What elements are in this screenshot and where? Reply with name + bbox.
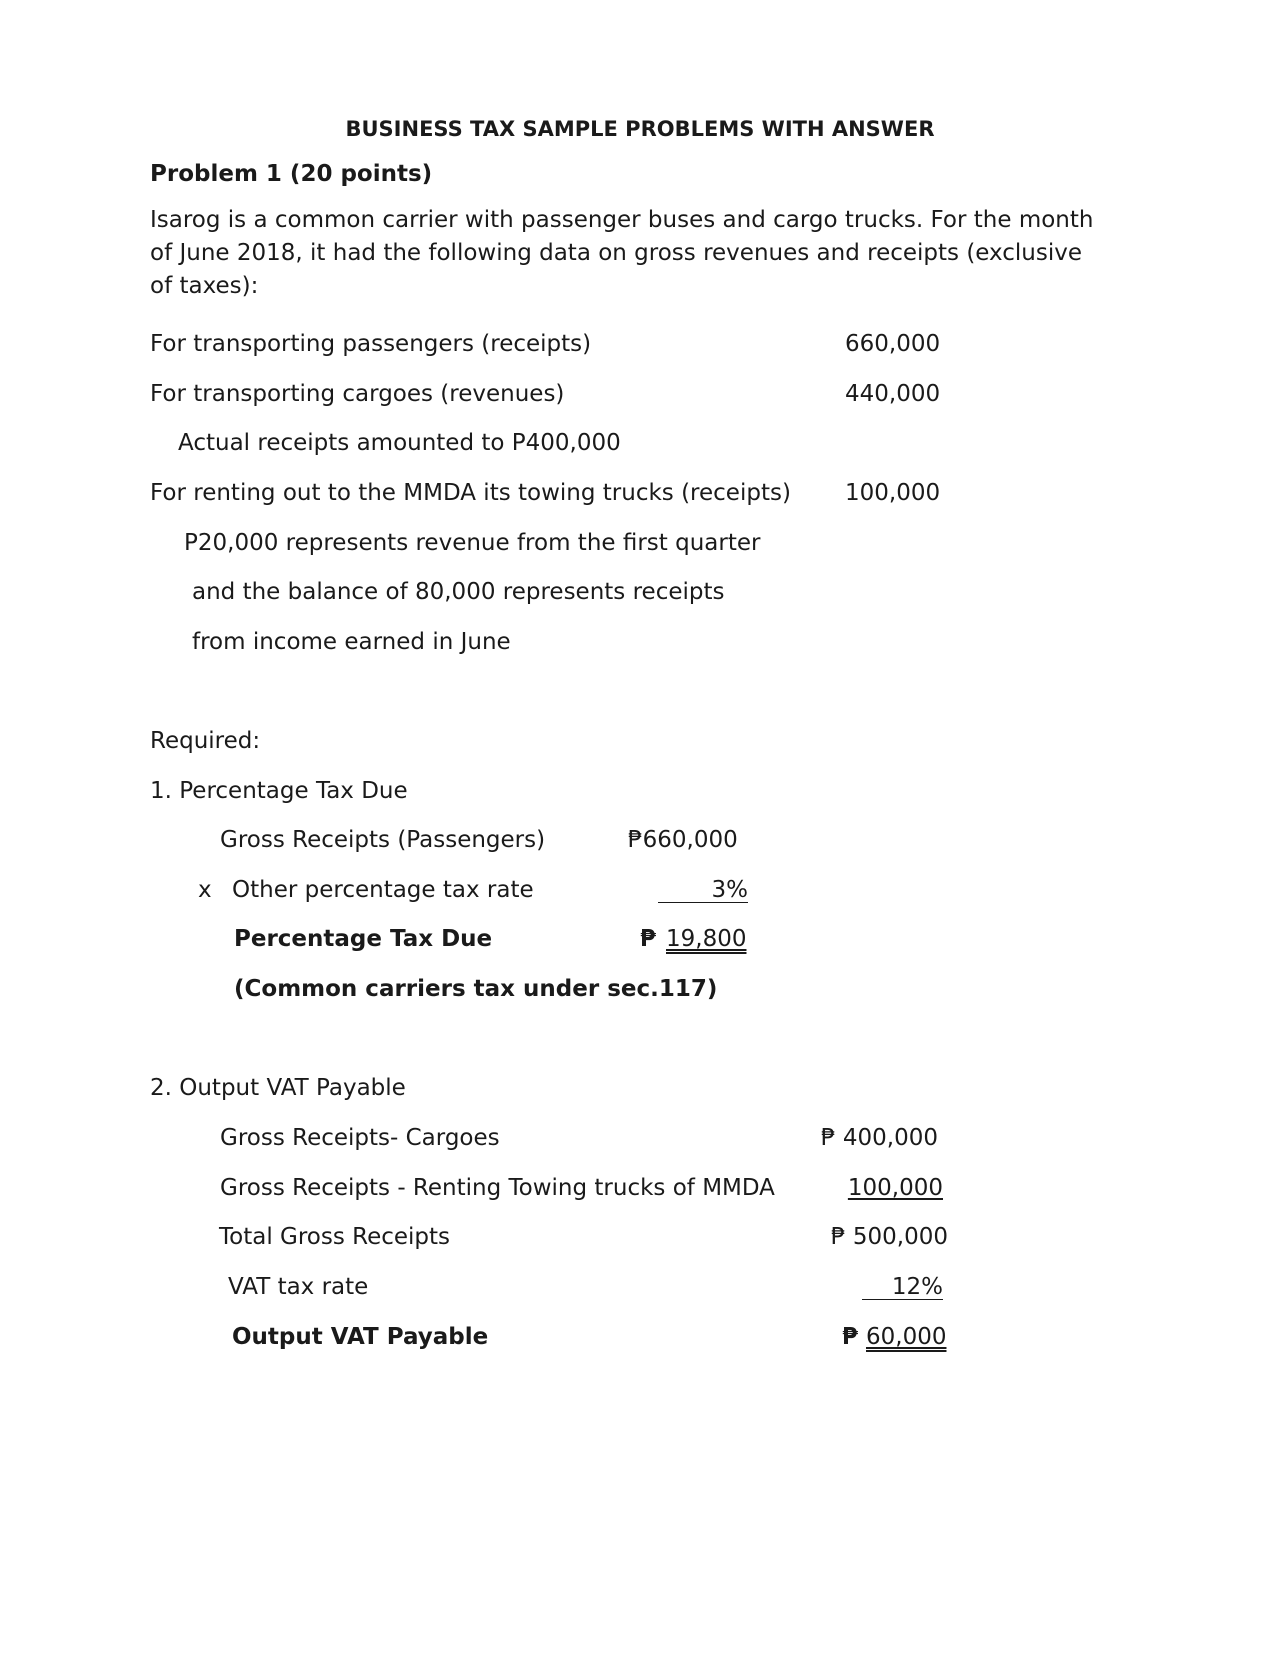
part2-row3-label: Total Gross Receipts [219, 1224, 451, 1250]
part1-row2-amount: 3% [711, 877, 748, 903]
data-item-note: P20,000 represents revenue from the first quarter [184, 530, 761, 556]
part1-note: (Common carriers tax under sec.117) [234, 976, 718, 1002]
problem-intro: Isarog is a common carrier with passenger buses and cargo trucks. For the month of June 2018, it had the following data on gross revenues and receipts (exclusive of taxes): [150, 207, 1094, 299]
document-title: BUSINESS TAX SAMPLE PROBLEMS WITH ANSWER [345, 117, 935, 141]
part2-row2-amount: 100,000 [847, 1175, 943, 1201]
part2-total-currency: ₱ [842, 1324, 859, 1350]
required-label: Required: [150, 728, 261, 754]
part1-total-amount: 19,800 [666, 926, 747, 952]
data-item-label: For transporting cargoes (revenues) [150, 381, 565, 407]
rule-line [862, 1299, 943, 1300]
data-item-amount: 100,000 [845, 480, 941, 506]
data-item-note: and the balance of 80,000 represents receipts [192, 579, 725, 605]
data-item-note: from income earned in June [192, 629, 511, 655]
data-item-note: Actual receipts amounted to P400,000 [178, 430, 621, 456]
part2-row2-label: Gross Receipts - Renting Towing trucks of MMDA [220, 1175, 775, 1201]
data-item-label: For renting out to the MMDA its towing trucks (receipts) [150, 480, 791, 506]
part1-total-label: Percentage Tax Due [234, 926, 493, 952]
part2-total-label: Output VAT Payable [232, 1324, 489, 1350]
part1-total-currency: ₱ [640, 926, 657, 952]
rule-line [658, 902, 748, 903]
part2-row4-amount: 12% [891, 1274, 943, 1300]
part1-heading: 1. Percentage Tax Due [150, 778, 408, 804]
part2-heading: 2. Output VAT Payable [150, 1075, 406, 1101]
part2-total-amount: 60,000 [866, 1324, 947, 1350]
part1-row2-label: Other percentage tax rate [232, 877, 534, 903]
data-item-amount: 660,000 [845, 331, 941, 357]
part1-row1-amount: ₱660,000 [628, 827, 738, 853]
data-item-amount: 440,000 [845, 381, 941, 407]
part2-row3-amount: ₱ 500,000 [830, 1224, 948, 1250]
problem-heading: Problem 1 (20 points) [150, 161, 433, 187]
part2-row1-label: Gross Receipts- Cargoes [220, 1125, 500, 1151]
part1-row1-label: Gross Receipts (Passengers) [220, 827, 546, 853]
part2-row1-amount: ₱ 400,000 [820, 1125, 938, 1151]
part1-row2-prefix: x [198, 877, 212, 903]
part2-row4-label: VAT tax rate [228, 1274, 369, 1300]
data-item-label: For transporting passengers (receipts) [150, 331, 592, 357]
